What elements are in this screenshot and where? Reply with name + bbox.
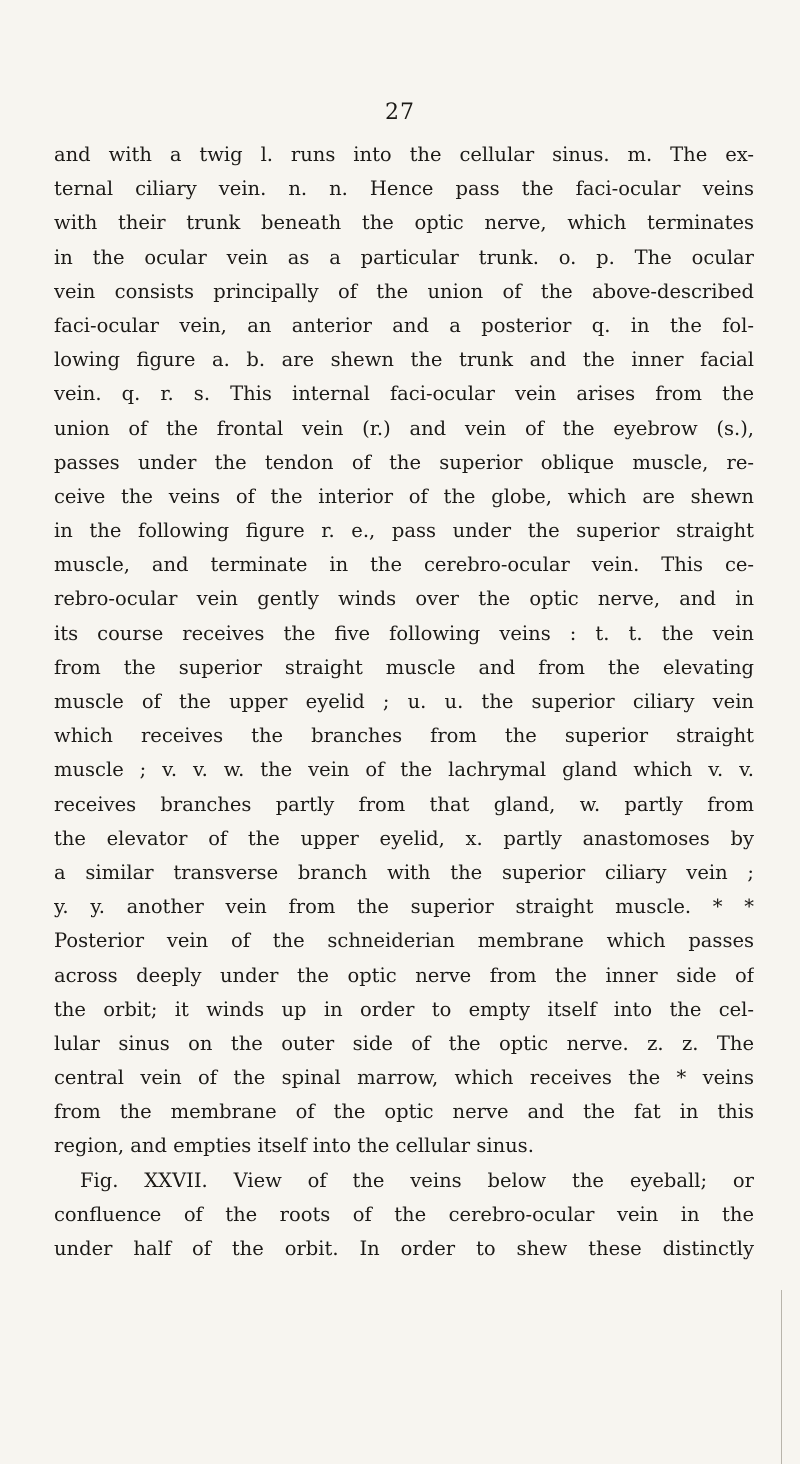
- text-line: in the following figure r. e., pass under the superior straight: [54, 519, 754, 543]
- page-number: 27: [385, 100, 415, 125]
- page-edge-line: [781, 1290, 782, 1464]
- text-line: lowing figure a. b. are shewn the trunk and the inner facial: [54, 348, 754, 372]
- text-line: ceive the veins of the interior of the globe, which are shewn: [54, 484, 754, 508]
- text-line: rebro-ocular vein gently winds over the optic nerve, and in: [54, 587, 754, 611]
- text-line: with their trunk beneath the optic nerve, which terminates: [54, 211, 754, 235]
- text-line: central vein of the spinal marrow, which receives the * veins: [54, 1066, 754, 1090]
- text-line: from the superior straight muscle and from the elevating: [54, 655, 754, 679]
- text-line: muscle ; v. v. w. the vein of the lachrymal gland which v. v.: [54, 758, 754, 782]
- text-line: under half of the orbit. In order to shew these distinctly: [54, 1237, 754, 1260]
- text-line: its course receives the five following veins : t. t. the vein: [54, 621, 754, 645]
- text-line: union of the frontal vein (r.) and vein of the eyebrow (s.),: [54, 416, 754, 440]
- text-line: from the membrane of the optic nerve and the fat in this: [54, 1100, 754, 1124]
- text-line: the elevator of the upper eyelid, x. partly anastomoses by: [54, 826, 754, 850]
- text-line: muscle of the upper eyelid ; u. u. the superior ciliary vein: [54, 690, 754, 713]
- text-line: Fig. XXVII. View of the veins below the eyeball; or: [80, 1168, 754, 1192]
- text-line: muscle, and terminate in the cerebro-ocular vein. This ce-: [54, 553, 754, 577]
- text-line: ternal ciliary vein. n. n. Hence pass the faci-ocular veins: [54, 177, 754, 201]
- text-line: region, and empties itself into the cellular sinus.: [54, 1134, 534, 1158]
- text-line: faci-ocular vein, an anterior and a posterior q. in the fol-: [54, 313, 754, 337]
- body-text: [54, 138, 754, 1266]
- text-line: passes under the tendon of the superior oblique muscle, re-: [54, 450, 754, 474]
- text-line: receives branches partly from that gland, w. partly from: [54, 792, 754, 816]
- text-line: and with a twig l. runs into the cellular sinus. m. The ex-: [54, 143, 754, 166]
- text-line: lular sinus on the outer side of the optic nerve. z. z. The: [54, 1031, 754, 1055]
- text-line: in the ocular vein as a particular trunk. o. p. The ocular: [54, 245, 754, 269]
- text-line: vein consists principally of the union of the above-described: [54, 279, 754, 303]
- text-line: across deeply under the optic nerve from the inner side of: [54, 963, 754, 987]
- text-line: the orbit; it winds up in order to empty itself into the cel-: [54, 997, 754, 1021]
- text-line: vein. q. r. s. This internal faci-ocular vein arises from the: [54, 382, 754, 406]
- text-line: y. y. another vein from the superior straight muscle. * *: [54, 895, 754, 919]
- text-line: confluence of the roots of the cerebro-ocular vein in the: [54, 1202, 754, 1226]
- text-line: Posterior vein of the schneiderian membrane which passes: [54, 929, 754, 953]
- text-line: which receives the branches from the superior straight: [54, 724, 754, 748]
- text-line: a similar transverse branch with the superior ciliary vein ;: [54, 860, 754, 884]
